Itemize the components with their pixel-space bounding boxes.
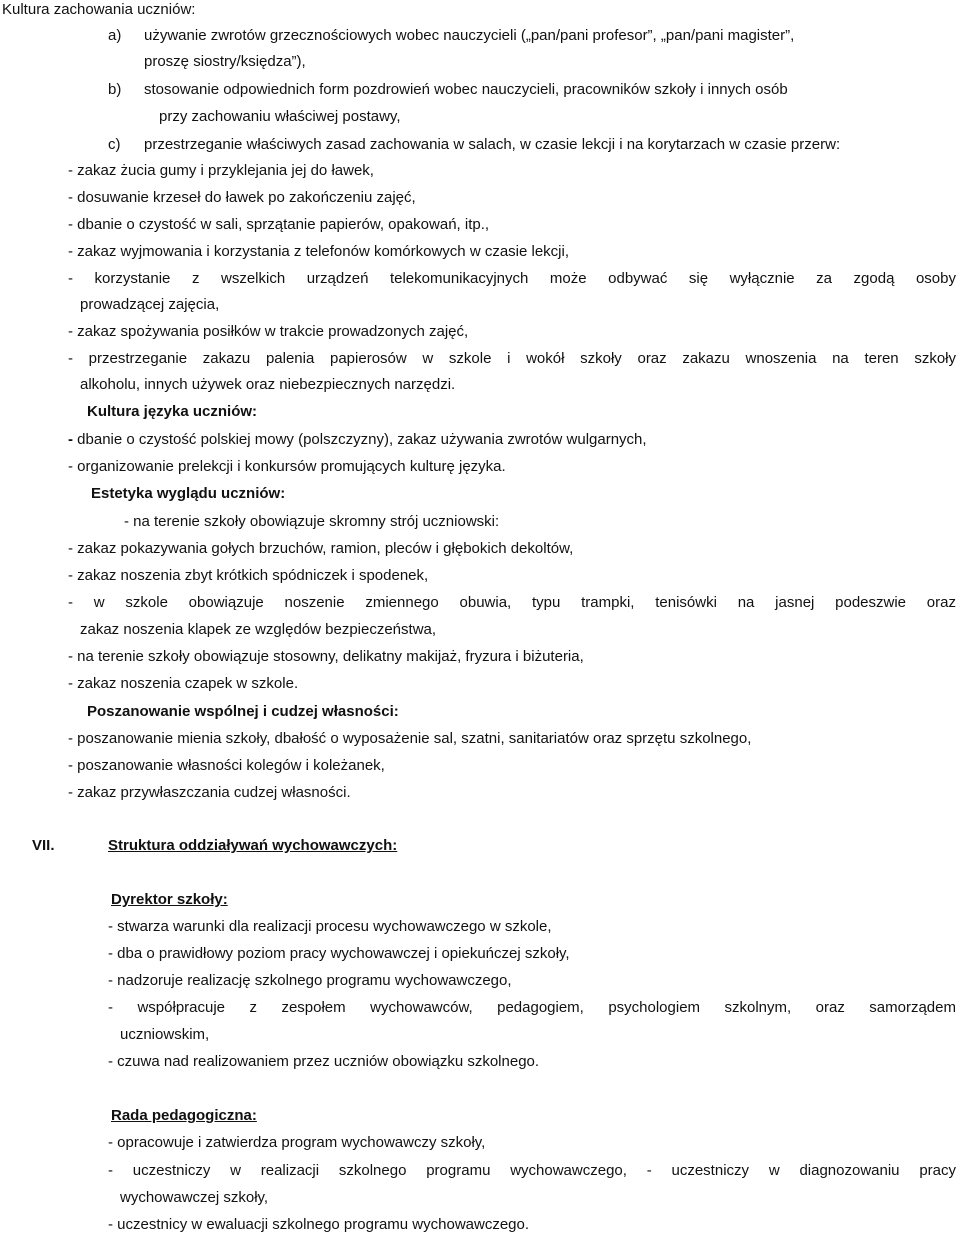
bullet-item-cont: prowadzącej zajęcia,: [80, 296, 220, 313]
list-item-text-cont: proszę siostry/księdza”),: [144, 53, 306, 70]
list-item-b: [108, 80, 788, 100]
bullet-dash: -: [68, 431, 73, 448]
bullet-item-cont: zakaz noszenia klapek ze względów bezpieczeństwa,: [80, 621, 437, 638]
section-heading-kultura-jezyka: Kultura języka uczniów:: [87, 403, 258, 420]
section-heading-poszanowanie: Poszanowanie wspólnej i cudzej własności:: [87, 703, 399, 720]
bullet-item: - zakaz spożywania posiłków w trakcie prowadzonych zajęć,: [68, 323, 469, 340]
bullet-item-cont: wychowawczej szkoły,: [120, 1189, 269, 1206]
bullet-item-cont: alkoholu, innych używek oraz niebezpiecznych narzędzi.: [80, 376, 456, 393]
bullet-item: - na terenie szkoły obowiązuje stosowny, delikatny makijaż, fryzura i biżuteria,: [68, 648, 584, 665]
bullet-item: - uczestniczy w realizacji szkolnego programu wychowawczego, - uczestniczy w diagnozowaniu pracy: [108, 1162, 956, 1179]
bullet-item: - zakaz wyjmowania i korzystania z telefonów komórkowych w czasie lekcji,: [68, 243, 570, 260]
bullet-item: - korzystanie z wszelkich urządzeń telekomunikacyjnych może odbywać się wyłącznie za zgodą osoby: [68, 270, 956, 287]
bullet-item: - dbanie o czystość w sali, sprzątanie papierów, opakowań, itp.,: [68, 216, 490, 233]
bullet-item: - przestrzeganie zakazu palenia papierosów w szkole i wokół szkoły oraz zakazu wnoszenia na teren szkoły: [68, 350, 956, 367]
bullet-item: - na terenie szkoły obowiązuje skromny strój uczniowski:: [124, 513, 500, 530]
subsection-heading-dyrektor: Dyrektor szkoły:: [111, 891, 228, 908]
list-item-c: [108, 135, 840, 155]
bullet-item-cont: uczniowskim,: [120, 1026, 210, 1043]
subsection-heading-rada: Rada pedagogiczna:: [111, 1107, 257, 1124]
section-heading-estetyka: Estetyka wyglądu uczniów:: [91, 485, 286, 502]
bullet-item: - zakaz żucia gumy i przyklejania jej do ławek,: [68, 162, 374, 179]
section-heading-struktura: Struktura oddziaływań wychowawczych:: [108, 837, 398, 854]
section-number: VII.: [32, 837, 55, 854]
bullet-item: - czuwa nad realizowaniem przez uczniów obowiązku szkolnego.: [108, 1053, 540, 1070]
bullet-item: - nadzoruje realizację szkolnego programu wychowawczego,: [108, 972, 512, 989]
bullet-item: - organizowanie prelekcji i konkursów promujących kulturę języka.: [68, 458, 506, 475]
bullet-item: - opracowuje i zatwierdza program wychowawczy szkoły,: [108, 1134, 486, 1151]
bullet-item: - poszanowanie mienia szkoły, dbałość o wyposażenie sal, szatni, sanitariatów oraz sprzętu szkolnego,: [68, 730, 752, 747]
bullet-item: - zakaz noszenia czapek w szkole.: [68, 675, 299, 692]
list-marker: b): [108, 81, 122, 98]
bullet-item: [68, 430, 647, 450]
section-heading-kultura-zachowania: Kultura zachowania uczniów:: [2, 1, 196, 18]
list-marker: a): [108, 27, 122, 44]
list-item-text: przestrzeganie właściwych zasad zachowania w salach, w czasie lekcji i na korytarzach w czasie przerw:: [144, 136, 841, 153]
bullet-text: dbanie o czystość polskiej mowy (polszczyzny), zakaz używania zwrotów wulgarnych,: [73, 431, 647, 448]
bullet-item: - dba o prawidłowy poziom pracy wychowawczej i opiekuńczej szkoły,: [108, 945, 570, 962]
bullet-item: - współpracuje z zespołem wychowawców, pedagogiem, psychologiem szkolnym, oraz samorządem: [108, 999, 956, 1016]
bullet-item: - stwarza warunki dla realizacji procesu wychowawczego w szkole,: [108, 918, 552, 935]
list-item-a: [108, 26, 794, 46]
bullet-item: - zakaz noszenia zbyt krótkich spódniczek i spodenek,: [68, 567, 429, 584]
bullet-item: - poszanowanie własności kolegów i koleżanek,: [68, 757, 385, 774]
bullet-item: - w szkole obowiązuje noszenie zmiennego obuwia, typu trampki, tenisówki na jasnej podeszwie oraz: [68, 594, 956, 611]
bullet-item: - dosuwanie krzeseł do ławek po zakończeniu zajęć,: [68, 189, 416, 206]
bullet-item: - uczestnicy w ewaluacji szkolnego programu wychowawczego.: [108, 1216, 530, 1233]
list-item-text: stosowanie odpowiednich form pozdrowień wobec nauczycieli, pracowników szkoły i innych osób: [144, 81, 788, 98]
list-item-text: używanie zwrotów grzecznościowych wobec nauczycieli („pan/pani profesor”, „pan/pani magister”,: [144, 27, 795, 44]
list-item-text-cont: przy zachowaniu właściwej postawy,: [159, 108, 401, 125]
bullet-item: - zakaz pokazywania gołych brzuchów, ramion, pleców i głębokich dekoltów,: [68, 540, 574, 557]
bullet-item: - zakaz przywłaszczania cudzej własności.: [68, 784, 351, 801]
list-marker: c): [108, 136, 121, 153]
